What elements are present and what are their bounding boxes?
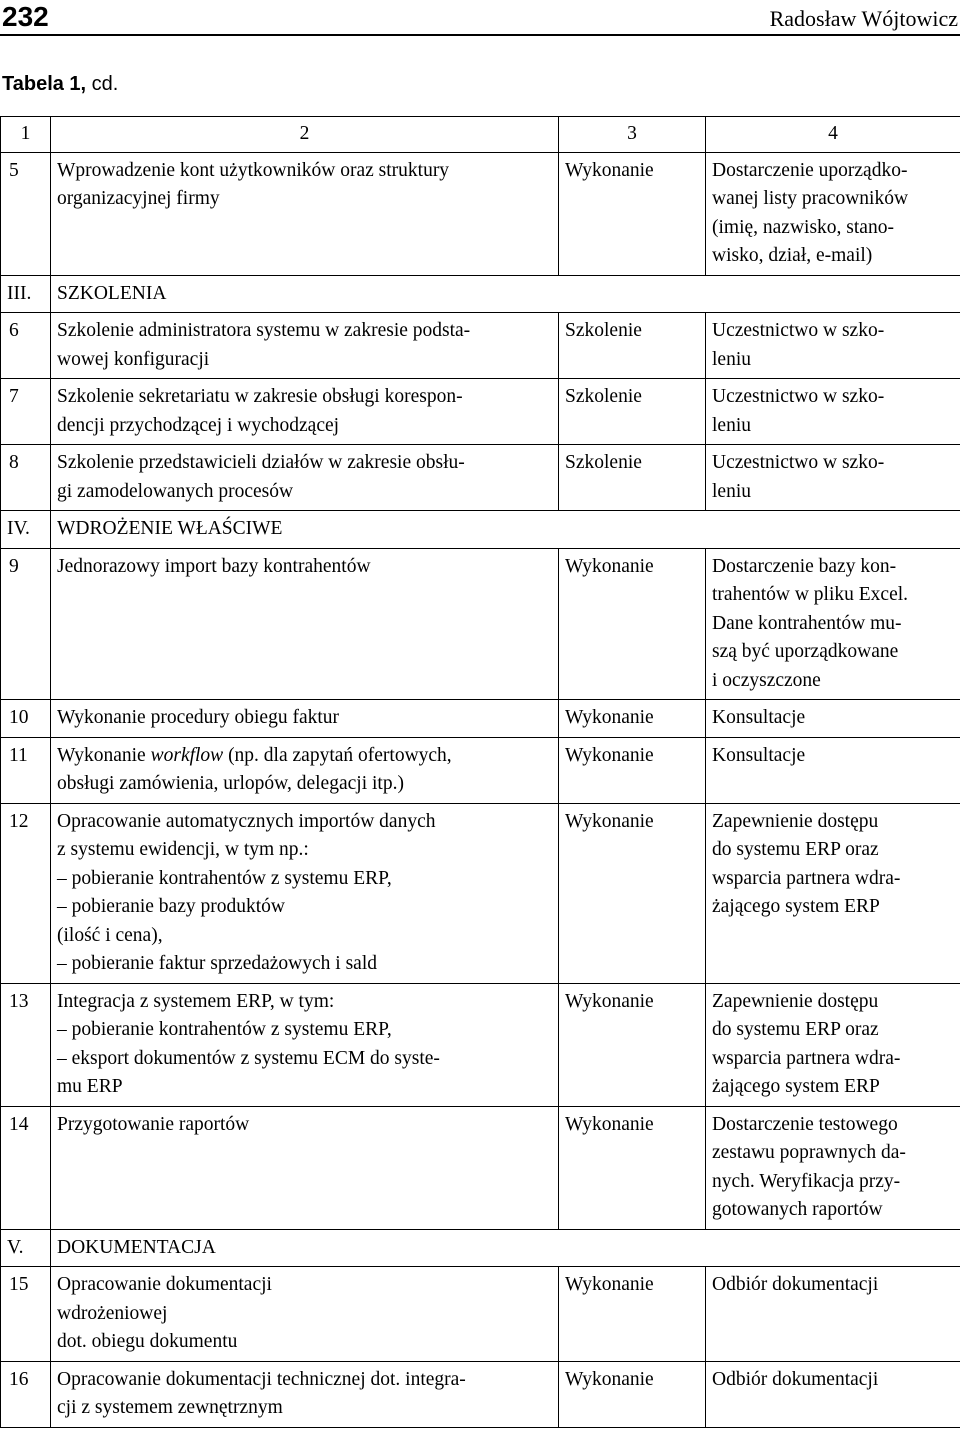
table-row <box>1 737 960 803</box>
table-caption-suffix: cd. <box>86 73 119 95</box>
requirement-line: gotowanych raportów <box>712 1199 883 1220</box>
requirement-line: szą być uporządkowane <box>712 641 899 662</box>
row-number: 11 <box>1 737 51 803</box>
task-description <box>51 548 559 700</box>
table-row <box>1 152 960 275</box>
task-description <box>51 1361 559 1427</box>
client-requirement <box>706 548 960 700</box>
task-line: Wprowadzenie kont użytkowników oraz struktury <box>57 159 450 181</box>
row-number: 10 <box>1 700 51 738</box>
task-line: wowej konfiguracji <box>57 348 210 370</box>
task-description <box>51 379 559 445</box>
row-number: 8 <box>1 445 51 511</box>
client-requirement <box>706 313 960 379</box>
task-description <box>51 700 559 738</box>
activity-type: Wykonanie <box>559 152 706 275</box>
activity-type: Wykonanie <box>559 803 706 983</box>
row-number: 7 <box>1 379 51 445</box>
table-row <box>1 1267 960 1362</box>
table-row <box>1 700 960 738</box>
task-line: – pobieranie kontrahentów z systemu ERP, <box>57 867 392 889</box>
section-row <box>1 511 960 549</box>
row-number: 12 <box>1 803 51 983</box>
task-line <box>57 742 552 771</box>
client-requirement <box>706 737 960 803</box>
table-header-row <box>1 117 960 153</box>
task-line: Szkolenie administratora systemu w zakresie podsta- <box>57 320 471 341</box>
requirement-line: nych. Weryfikacja przy- <box>712 1170 901 1192</box>
task-line: Przygotowanie raportów <box>57 1113 250 1135</box>
column-header-1: 1 <box>1 117 51 153</box>
page-number: 232 <box>2 1 49 32</box>
requirement-line: Odbiór dokumentacji <box>712 1368 879 1390</box>
section-row <box>1 1229 960 1267</box>
requirement-line: do systemu ERP oraz <box>712 839 879 860</box>
task-line: Opracowanie dokumentacji technicznej dot. integra- <box>57 1368 466 1390</box>
requirement-line: wanej listy pracowników <box>712 188 909 209</box>
requirement-line: (imię, nazwisko, stano- <box>712 216 894 238</box>
client-requirement <box>706 379 960 445</box>
task-line: – pobieranie faktur sprzedażowych i sald <box>57 953 377 974</box>
schedule-table-body <box>1 117 960 1428</box>
task-description <box>51 803 559 983</box>
client-requirement <box>706 445 960 511</box>
task-line: – eksport dokumentów z systemu ECM do syste- <box>57 1047 440 1069</box>
table-row <box>1 983 960 1106</box>
row-number: 9 <box>1 548 51 700</box>
task-description <box>51 1106 559 1229</box>
requirement-line: wsparcia partnera wdra- <box>712 867 901 889</box>
task-line: Wykonanie procedury obiegu faktur <box>57 707 340 728</box>
requirement-line: żającego system ERP <box>712 1076 880 1097</box>
requirement-line: Odbiór dokumentacji <box>712 1274 879 1295</box>
section-title: DOKUMENTACJA <box>51 1229 960 1267</box>
section-number: IV. <box>1 511 51 549</box>
requirement-line: żającego system ERP <box>712 896 880 917</box>
table-row <box>1 1361 960 1427</box>
requirement-line: Uczestnictwo w szko- <box>712 320 885 341</box>
client-requirement <box>706 1361 960 1427</box>
column-header-3: 3 <box>559 117 706 153</box>
client-requirement <box>706 1267 960 1362</box>
task-description <box>51 737 559 803</box>
activity-type: Wykonanie <box>559 1106 706 1229</box>
row-number: 16 <box>1 1361 51 1427</box>
section-number: V. <box>1 1229 51 1267</box>
task-description <box>51 1267 559 1362</box>
task-line: Opracowanie automatycznych importów danych <box>57 810 436 832</box>
activity-type: Szkolenie <box>559 313 706 379</box>
task-line: Opracowanie dokumentacji <box>57 1274 272 1295</box>
task-line: Jednorazowy import bazy kontrahentów <box>57 555 371 577</box>
section-number: III. <box>1 275 51 313</box>
task-text: (np. dla zapytań ofertowych, <box>223 744 452 766</box>
task-text-italic: workflow <box>150 744 224 766</box>
table-row <box>1 313 960 379</box>
activity-type: Szkolenie <box>559 379 706 445</box>
requirement-line: do systemu ERP oraz <box>712 1019 879 1040</box>
task-line: – pobieranie kontrahentów z systemu ERP, <box>57 1019 392 1040</box>
section-row <box>1 275 960 313</box>
task-line: z systemu ewidencji, w tym np.: <box>57 839 309 860</box>
table-caption <box>2 70 118 98</box>
section-title: SZKOLENIA <box>51 275 960 313</box>
header-divider <box>0 34 960 36</box>
client-requirement <box>706 803 960 983</box>
requirement-line: Konsultacje <box>712 744 806 766</box>
table-row <box>1 445 960 511</box>
column-header-4: 4 <box>706 117 960 153</box>
client-requirement <box>706 700 960 738</box>
requirement-line: Dostarczenie testowego <box>712 1113 898 1135</box>
section-title: WDROŻENIE WŁAŚCIWE <box>51 511 960 549</box>
table-caption-label: Tabela 1, <box>2 73 87 95</box>
task-line: mu ERP <box>57 1076 123 1097</box>
requirement-line: trahentów w pliku Excel. <box>712 584 909 605</box>
activity-type: Szkolenie <box>559 445 706 511</box>
requirement-line: Uczestnictwo w szko- <box>712 386 885 407</box>
activity-type: Wykonanie <box>559 548 706 700</box>
task-line: cji z systemem zewnętrznym <box>57 1397 283 1418</box>
requirement-line: zestawu poprawnych da- <box>712 1142 906 1163</box>
requirement-line: Dostarczenie bazy kon- <box>712 555 897 577</box>
requirement-line: Dostarczenie uporządko- <box>712 159 908 181</box>
task-line: Szkolenie przedstawicieli działów w zakresie obsłu- <box>57 452 465 473</box>
requirement-line: leniu <box>712 480 751 502</box>
activity-type: Wykonanie <box>559 1361 706 1427</box>
row-number: 14 <box>1 1106 51 1229</box>
requirement-line: Zapewnienie dostępu <box>712 810 879 832</box>
requirement-line: Uczestnictwo w szko- <box>712 452 885 473</box>
task-description <box>51 445 559 511</box>
activity-type: Wykonanie <box>559 700 706 738</box>
column-header-2: 2 <box>51 117 559 153</box>
task-description <box>51 152 559 275</box>
requirement-line: leniu <box>712 414 751 436</box>
table-row <box>1 379 960 445</box>
table-row <box>1 1106 960 1229</box>
task-line: dot. obiegu dokumentu <box>57 1331 238 1352</box>
schedule-table <box>0 116 960 1428</box>
row-number: 6 <box>1 313 51 379</box>
task-line: wdrożeniowej <box>57 1302 168 1324</box>
task-description <box>51 313 559 379</box>
running-header-author: Radosław Wójtowicz <box>769 6 958 31</box>
requirement-line: wsparcia partnera wdra- <box>712 1047 901 1069</box>
row-number: 5 <box>1 152 51 275</box>
task-text: Wykonanie <box>57 744 151 766</box>
table-row <box>1 548 960 700</box>
task-line: organizacyjnej firmy <box>57 188 220 209</box>
task-line: – pobieranie bazy produktów <box>57 896 285 917</box>
client-requirement <box>706 1106 960 1229</box>
requirement-line: wisko, dział, e-mail) <box>712 245 873 266</box>
client-requirement <box>706 152 960 275</box>
activity-type: Wykonanie <box>559 983 706 1106</box>
task-line: dencji przychodzącej i wychodzącej <box>57 414 340 436</box>
table-row <box>1 803 960 983</box>
activity-type: Wykonanie <box>559 1267 706 1362</box>
requirement-line: leniu <box>712 348 751 370</box>
client-requirement <box>706 983 960 1106</box>
activity-type: Wykonanie <box>559 737 706 803</box>
task-line: (ilość i cena), <box>57 924 163 946</box>
task-line: gi zamodelowanych procesów <box>57 480 294 502</box>
task-line: Integracja z systemem ERP, w tym: <box>57 990 335 1012</box>
requirement-line: Zapewnienie dostępu <box>712 990 879 1012</box>
task-line: obsługi zamówienia, urlopów, delegacji itp.) <box>57 773 404 794</box>
row-number: 15 <box>1 1267 51 1362</box>
requirement-line: Konsultacje <box>712 707 806 728</box>
requirement-line: i oczyszczone <box>712 669 821 691</box>
requirement-line: Dane kontrahentów mu- <box>712 612 902 634</box>
task-line: Szkolenie sekretariatu w zakresie obsługi korespon- <box>57 386 463 407</box>
task-description <box>51 983 559 1106</box>
row-number: 13 <box>1 983 51 1106</box>
